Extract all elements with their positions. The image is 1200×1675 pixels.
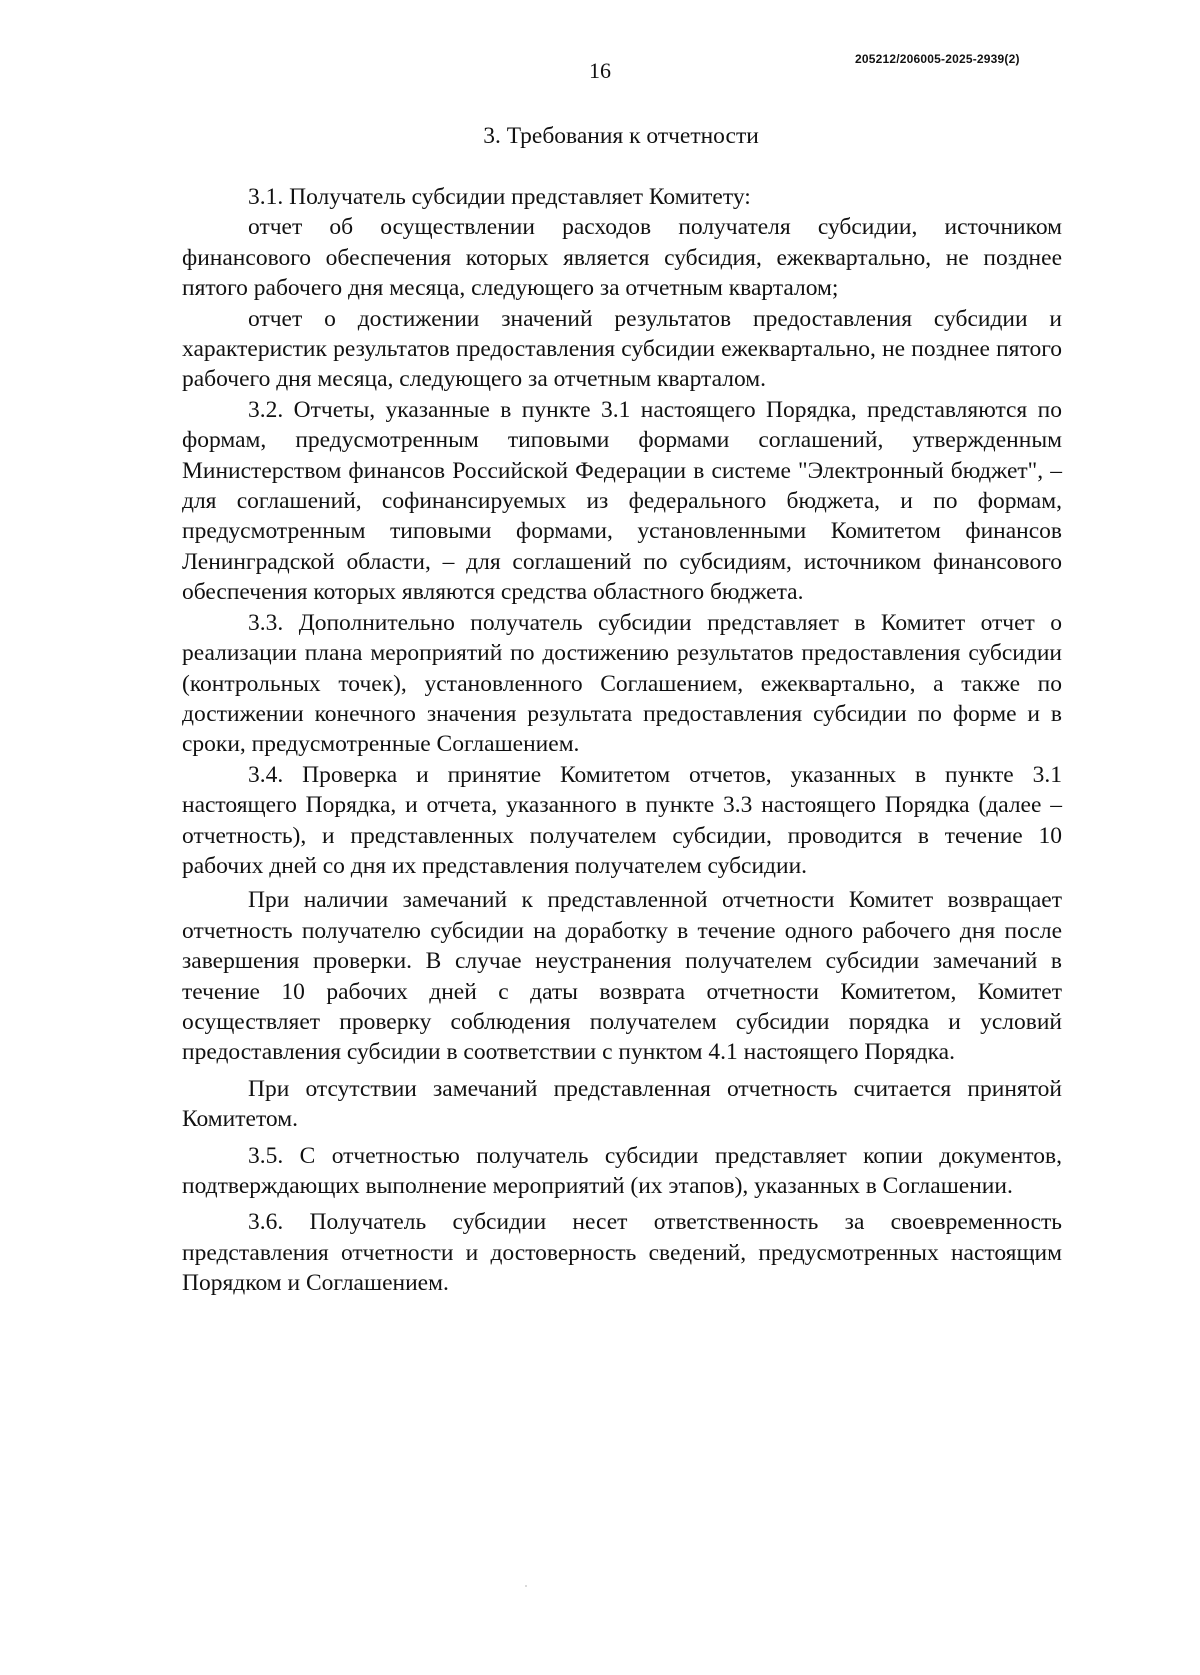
paragraph-3-3: 3.3. Дополнительно получатель субсидии представляет в Комитет отчет о реализации плана мероприятий по достижению результатов предоставления субсидии (контрольных точек), установленного Соглашением, ежеквартально, а также по достижении конечного значения результата предоставления субсидии по форме и в сроки, предусмотренные Соглашением.: [182, 609, 1062, 758]
paragraph-3-2: 3.2. Отчеты, указанные в пункте 3.1 настоящего Порядка, представляются по формам, предусмотренным типовыми формами соглашений, утвержденным Министерством финансов Российской Федерации в системе "Электронный бюджет", – для соглашений, софинансируемых из федерального бюджета, и по формам, предусмотренным типовыми формами, установленными Комитетом финансов Ленинградской области, – для соглашений по субсидиям, источником финансового обеспечения которых являются средства областного бюджета.: [182, 396, 1062, 606]
paragraph-3-1-results-report: отчет о достижении значений результатов предоставления субсидии и характеристик результатов предоставления субсидии ежеквартально, не позднее пятого рабочего дня месяца, следующего за отчетным кварталом.: [182, 305, 1062, 393]
paragraph-3-4: 3.4. Проверка и принятие Комитетом отчетов, указанных в пункте 3.1 настоящего Порядка, и отчета, указанного в пункте 3.3 настоящего Порядка (далее – отчетность), и представленных получателем субсидии, проводится в течение 10 рабочих дней со дня их представления получателем субсидии.: [182, 761, 1062, 879]
paragraph-3-1: 3.1. Получатель субсидии представляет Комитету:: [248, 184, 751, 210]
paragraph-3-6: 3.6. Получатель субсидии несет ответственность за своевременность представления отчетности и достоверность сведений, предусмотренных настоящим Порядком и Соглашением.: [182, 1209, 1062, 1297]
document-body: [182, 182, 1062, 1299]
scan-dot: [525, 1585, 527, 1587]
page-number: 16: [589, 58, 611, 83]
paragraph-3-5: 3.5. С отчетностью получатель субсидии представляет копии документов, подтверждающих выполнение мероприятий (их этапов), указанных в Соглашении.: [182, 1142, 1062, 1199]
paragraph-3-4-remarks: При наличии замечаний к представленной отчетности Комитет возвращает отчетность получателю субсидии на доработку в течение одного рабочего дня после завершения проверки. В случае неустранения получателем субсидии замечаний в течение 10 рабочих дней с даты возврата отчетности Комитетом, Комитет осуществляет проверку соблюдения получателем субсидии порядка и условий предоставления субсидии в соответствии с пунктом 4.1 настоящего Порядка.: [182, 887, 1062, 1066]
paragraph-3-4-accepted: При отсутствии замечаний представленная отчетность считается принятой Комитетом.: [182, 1075, 1062, 1133]
section-title: 3. Требования к отчетности: [483, 123, 759, 149]
paragraph-3-1-expense-report: отчет об осуществлении расходов получателя субсидии, источником финансового обеспечения которых является субсидия, ежеквартально, не позднее пятого рабочего дня месяца, следующего за отчетным кварталом;: [182, 214, 1062, 302]
document-code: 205212/206005-2025-2939(2): [855, 52, 1020, 66]
